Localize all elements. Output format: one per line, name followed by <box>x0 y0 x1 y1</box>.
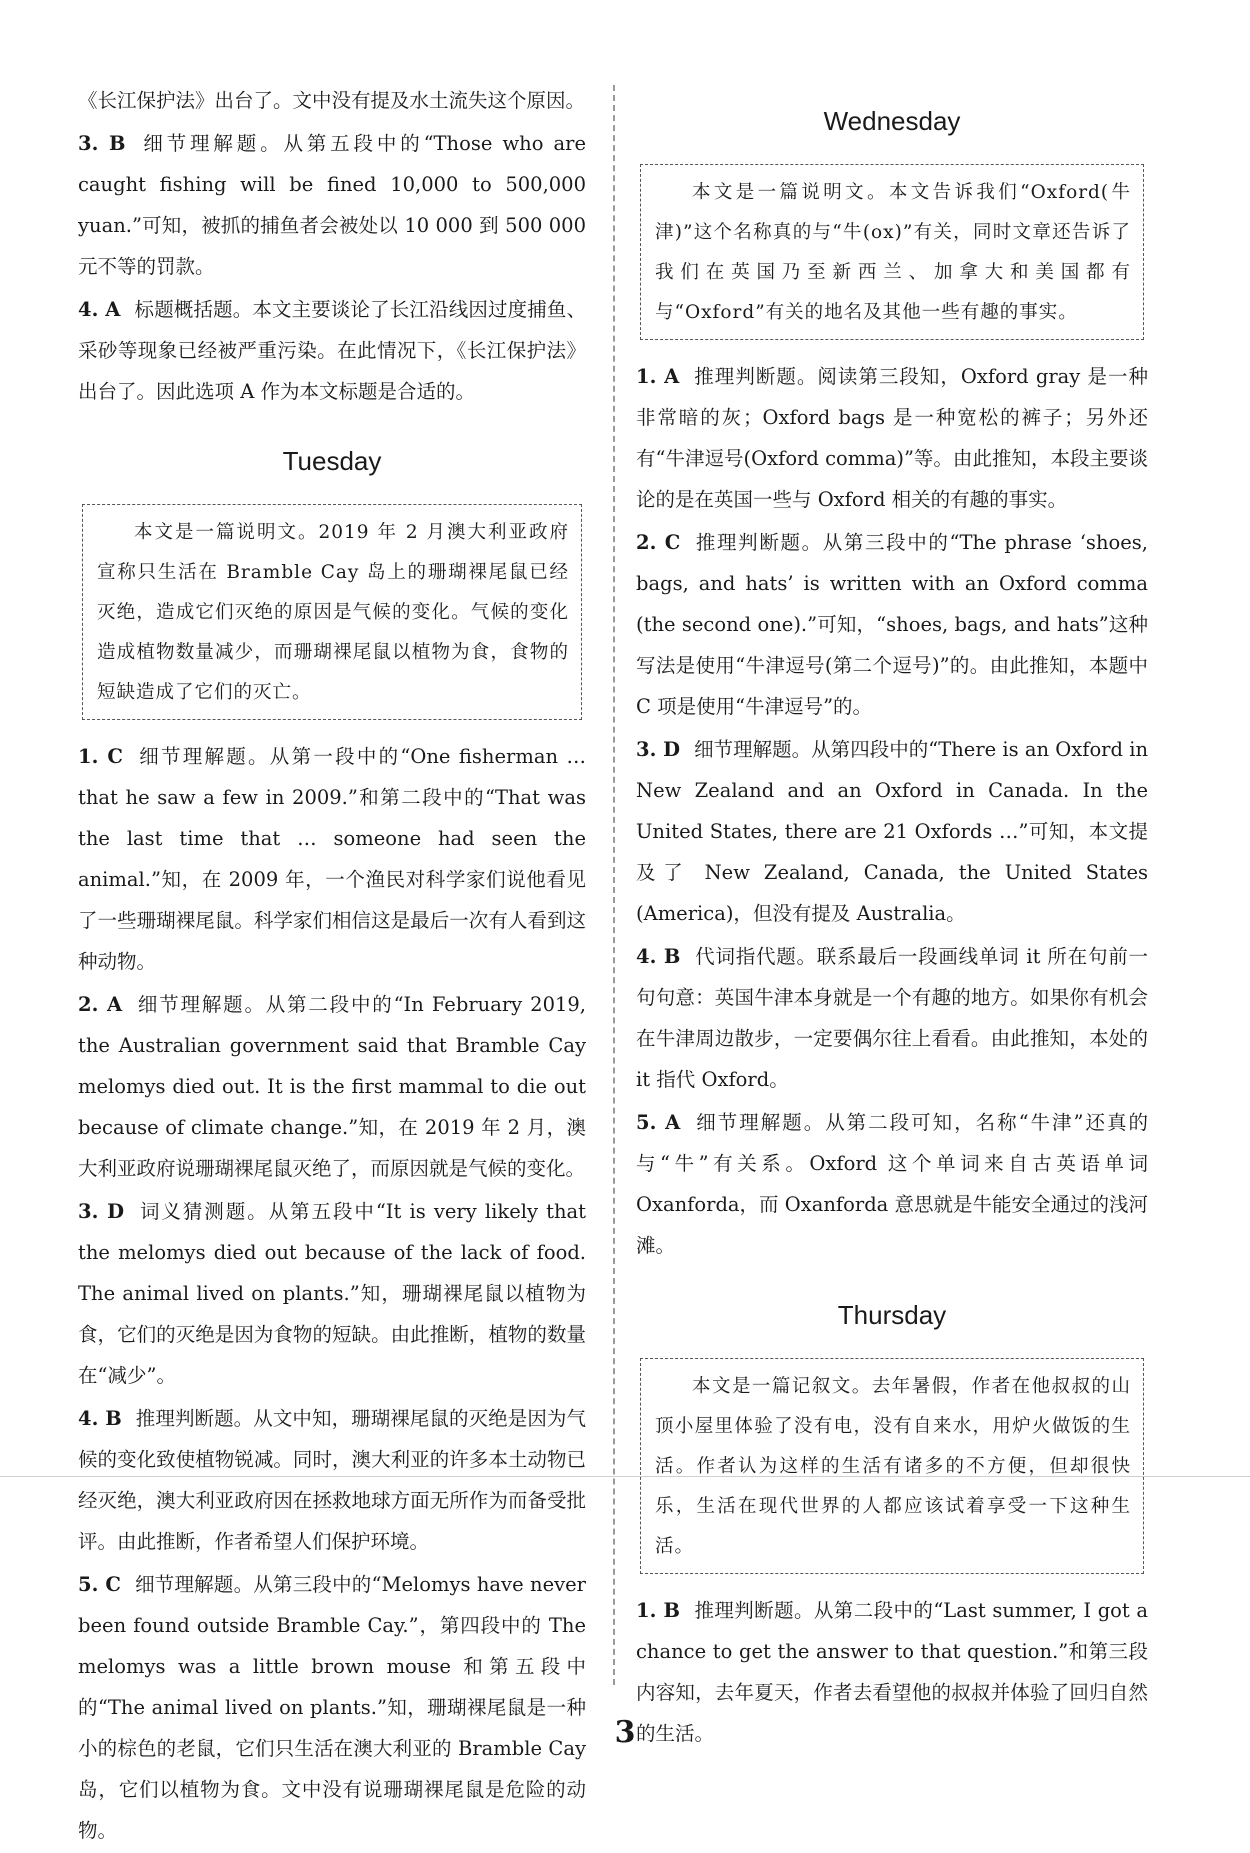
section-heading-wednesday: Wednesday <box>823 106 961 136</box>
answer-explanation: 代词指代题。联系最后一段画线单词 it 所在句前一句句意：英国牛津本身就是一个有趣的地方。如果你有机会在牛津周边散步，一定要偶尔往上看看。由此推知，本处的 it 指代 Oxford。 <box>636 945 1148 1091</box>
page-number: 3 <box>614 1715 636 1750</box>
answer-number: 5. A <box>636 1111 681 1134</box>
intro-continuation: 《长江保护法》出台了。文中没有提及水土流失这个原因。 <box>78 89 586 112</box>
answer-item <box>636 936 1148 1100</box>
answer-item <box>78 984 586 1189</box>
answer-number: 2. A <box>78 993 123 1016</box>
summary-box-wednesday: 本文是一篇说明文。本文告诉我们“Oxford(牛津)”这个名称真的与“牛(ox)”有关，同时文章还告诉了我们在英国乃至新西兰、加拿大和美国都有与“Oxford”有关的地名及其他一些有趣的事实。 <box>640 164 1144 340</box>
answer-item <box>636 729 1148 934</box>
answer-explanation: 细节理解题。从第四段中的“There is an Oxford in New Zealand and an Oxford in Canada. In the United States, there are 21 Oxfords …”可知，本文提及了 New Zealand, Canada, the United States (America)，但没有提及 Australia。 <box>636 738 1148 925</box>
answer-number: 4. B <box>78 1407 122 1430</box>
answer-item <box>636 522 1148 727</box>
answer-explanation: 细节理解题。从第五段中的“Those who are caught fishing will be fined 10,000 to 500,000 yuan.”可知，被抓的捕鱼者会被处以 10 000 到 500 000 元不等的罚款。 <box>78 132 586 278</box>
answer-explanation: 推理判断题。从第二段中的“Last summer, I got a chance to get the answer to that question.”和第三段内容知，去年夏天，作者去看望他的叔叔并体验了回归自然的生活。 <box>636 1599 1148 1745</box>
answer-item <box>78 123 586 287</box>
answer-number: 3. D <box>636 738 681 761</box>
section-heading-thursday: Thursday <box>837 1300 947 1330</box>
answer-number: 3. D <box>78 1200 124 1223</box>
summary-box-thursday: 本文是一篇记叙文。去年暑假，作者在他叔叔的山顶小屋里体验了没有电，没有自来水，用炉火做饭的生活。作者认为这样的生活有诸多的不方便，但却很快乐，生活在现代世界的人都应该试着享受一下这种生活。 <box>640 1358 1144 1574</box>
answer-explanation: 推理判断题。从第三段中的“The phrase ‘shoes, bags, and hats’ is written with an Oxford comma (the second one).”可知，“shoes, bags, and hats”这种写法是使用“牛津逗号(第二个逗号)”的。由此推知，本题中 C 项是使用“牛津逗号”的。 <box>636 531 1148 718</box>
right-column <box>636 80 1148 1756</box>
answer-item <box>78 1191 586 1396</box>
column-divider <box>613 85 615 1685</box>
answer-number: 1. B <box>636 1599 681 1622</box>
section-heading-tuesday: Tuesday <box>282 446 382 476</box>
answer-number: 1. C <box>78 745 123 768</box>
answer-explanation: 推理判断题。阅读第三段知，Oxford gray 是一种非常暗的灰；Oxford bags 是一种宽松的裤子；另外还有“牛津逗号(Oxford comma)”等。由此推知，本段主要谈论的是在英国一些与 Oxford 相关的有趣的事实。 <box>636 365 1149 511</box>
answer-item <box>78 289 586 412</box>
answer-number: 4. B <box>636 945 681 968</box>
left-column <box>78 80 586 1853</box>
summary-box-tuesday: 本文是一篇说明文。2019 年 2 月澳大利亚政府宣称只生活在 Bramble Cay 岛上的珊瑚裸尾鼠已经灭绝，造成它们灭绝的原因是气候的变化。气候的变化造成植物数量减少，而珊瑚裸尾鼠以植物为食，食物的短缺造成了它们的灭亡。 <box>82 504 582 720</box>
answer-explanation: 细节理解题。从第三段中的“Melomys have never been found outside Bramble Cay.”，第四段中的 The melomys was a little brown mouse 和第五段中的“The animal lived on plants.”知，珊瑚裸尾鼠是一种小的棕色的老鼠，它们只生活在澳大利亚的 Bramble Cay 岛，它们以植物为食。文中没有说珊瑚裸尾鼠是危险的动物。 <box>78 1573 586 1842</box>
answer-explanation: 细节理解题。从第二段中的“In February 2019, the Australian government said that Bramble Cay melomys died out. It is the first mammal to die out because of climate change.”知，在 2019 年 2 月，澳大利亚政府说珊瑚裸尾鼠灭绝了，而原因就是气候的变化。 <box>78 993 586 1180</box>
answer-number: 1. A <box>636 365 680 388</box>
answer-explanation: 细节理解题。从第二段可知，名称“牛津”还真的与“牛”有关系。Oxford 这个单词来自古英语单词 Oxanforda，而 Oxanforda 意思就是牛能安全通过的浅河滩。 <box>636 1111 1149 1257</box>
answer-number: 2. C <box>636 531 681 554</box>
answer-number: 5. C <box>78 1573 121 1596</box>
answer-explanation: 细节理解题。从第一段中的“One fisherman … that he saw a few in 2009.”和第二段中的“That was the last time that … someone had seen the animal.”知，在 2009 年，一个渔民对科学家们说他看见了一些珊瑚裸尾鼠。科学家们相信这是最后一次有人看到这种动物。 <box>78 745 586 973</box>
answer-item <box>636 1102 1148 1266</box>
answer-number: 3. B <box>78 132 126 155</box>
answer-explanation: 词义猜测题。从第五段中“It is very likely that the melomys died out because of the lack of food. The animal lived on plants.”知，珊瑚裸尾鼠以植物为食，它们的灭绝是因为食物的短缺。由此推断，植物的数量在“减少”。 <box>78 1200 586 1387</box>
answer-number: 4. A <box>78 298 121 321</box>
answer-item <box>636 356 1148 520</box>
answer-explanation: 推理判断题。从文中知，珊瑚裸尾鼠的灭绝是因为气候的变化致使植物锐减。同时，澳大利亚的许多本土动物已经灭绝，澳大利亚政府因在拯救地球方面无所作为而备受批评。由此推断，作者希望人们保护环境。 <box>78 1407 586 1553</box>
answer-item <box>78 1398 586 1562</box>
answer-explanation: 标题概括题。本文主要谈论了长江沿线因过度捕鱼、采砂等现象已经被严重污染。在此情况下，《长江保护法》出台了。因此选项 A 作为本文标题是合适的。 <box>78 298 586 403</box>
answer-item <box>78 736 586 982</box>
answer-item <box>78 1564 586 1851</box>
